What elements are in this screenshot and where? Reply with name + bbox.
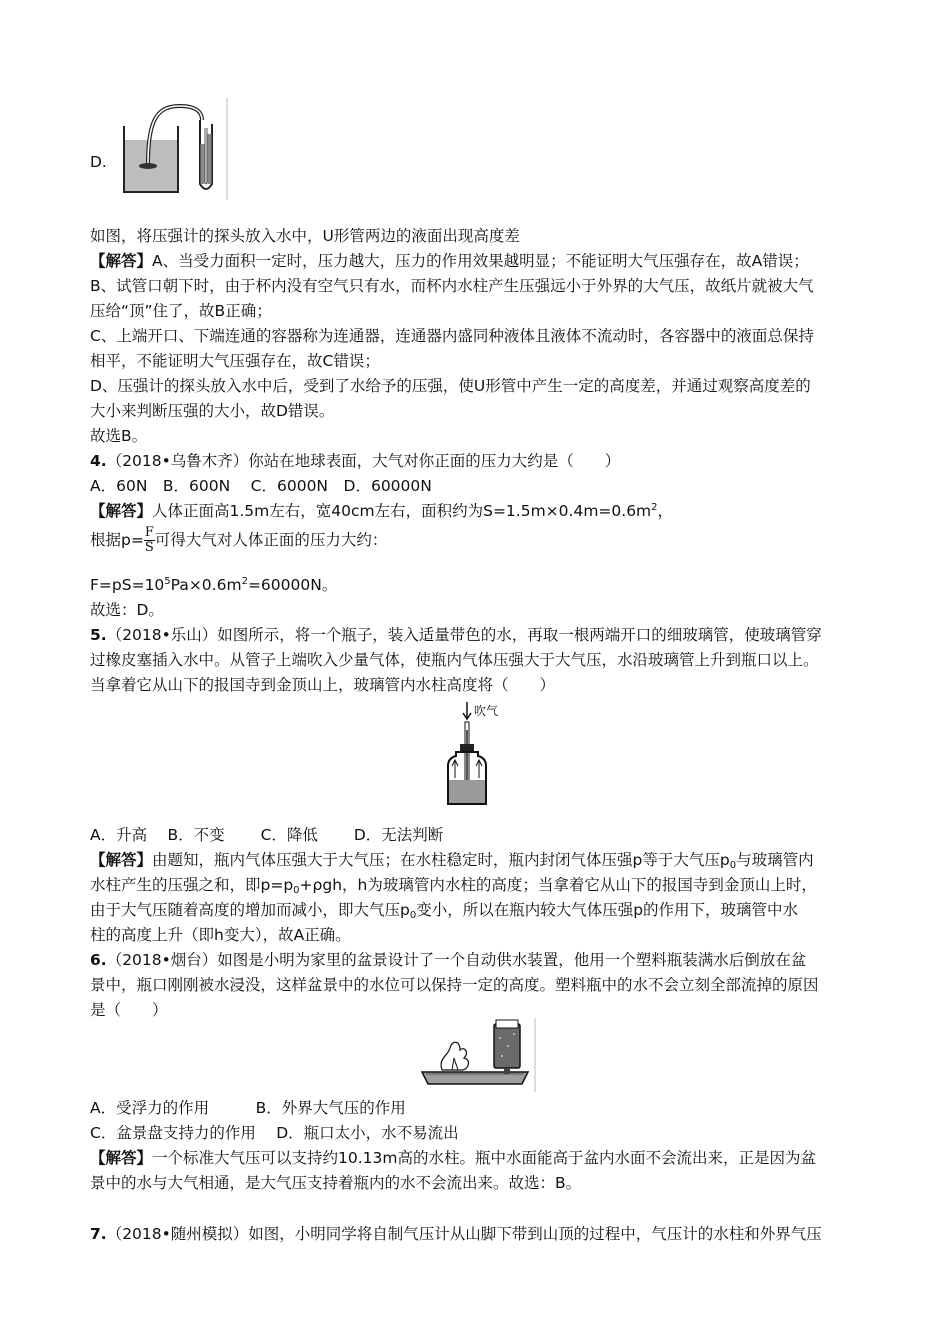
q5-answer-line: 由于大气压随着高度的增加而减小，即大气压$p_0$变小，所以在瓶内较大气体压强p的作用下，玻璃管中水 [90, 901, 799, 921]
q4-answer-line: 【解答】人体正面高1.5m左右，宽40cm左右，面积约为$S=1.5m\times 0.4m=0.6m^2$， [90, 502, 674, 520]
blow-air-label: 吹气 [474, 704, 499, 718]
q5-answer-line: 柱的高度上升（即h变大），故A正确。 [90, 926, 351, 944]
q7-stem: 7.（2018•随州模拟）如图，小明同学将自制气压计从山脚下带到山顶的过程中，气压计的水柱和外界气压 [90, 1225, 822, 1243]
option-d-label: D. [90, 153, 107, 171]
q6-stem: 6.（2018•烟台）如图是小明为家里的盆景设计了一个自动供水装置，他用一个塑料瓶装满水后倒放在盆 [90, 951, 807, 969]
question-number: 7. [90, 1225, 107, 1243]
question-number: 6. [90, 951, 107, 969]
q3-answer-line: C、上端开口、下端连通的容器称为连通器，连通器内盛同种液体且液体不流动时，各容器中的液面总保持 [90, 327, 814, 345]
q4-choice: 故选：D。 [90, 601, 164, 619]
pressure-gauge-figure [118, 98, 230, 200]
q4-stem: 4.（2018•乌鲁木齐）你站在地球表面，大气对你正面的压力大约是（ ） [90, 452, 621, 470]
q3-choice: 故选B。 [90, 427, 148, 445]
q3-answer-line: D、压强计的探头放入水中后，受到了水给予的压强，使U形管中产生一定的高度差，并通过观察高度差的 [90, 377, 811, 395]
q3-caption: 如图，将压强计的探头放入水中，U形管两边的液面出现高度差 [90, 227, 520, 245]
q4-answer-line: $F=pS=10^5Pa\times 0.6m^2=60000N$。 [90, 576, 338, 594]
q5-stem: 过橡皮塞插入水中。从管子上端吹入少量气体，使瓶内气体压强大于大气压，水沿玻璃管上升到瓶口以上。 [90, 651, 819, 669]
answer-tag: 【解答】 [90, 851, 153, 869]
q3-answer-line: 大小来判断压强的大小，故D错误。 [90, 402, 335, 420]
q3-answer-line: 压给“顶”住了，故B正确； [90, 302, 272, 320]
q3-answer-line: 【解答】A、当受力面积一定时，压力越大，压力的作用效果越明显；不能证明大气压强存在，故A错误； [90, 252, 809, 270]
q5-answer-line: 水柱产生的压强之和，即$p=p_0+\rho gh$，h为玻璃管内水柱的高度；当拿着它从山下的报国寺到金顶山上时， [90, 876, 817, 896]
q3-answer-line: B、试管口朝下时，由于杯内没有空气只有水，而杯内水柱产生压强远小于外界的大气压，故纸片就被大气 [90, 277, 814, 295]
q6-answer-line: 景中的水与大气相通，是大气压支持着瓶内的水不会流出来。故选：B。 [90, 1174, 582, 1192]
bonsai-water-supply-figure [418, 1018, 538, 1092]
bottle-tube-figure [438, 700, 518, 812]
q6-stem: 是（ ） [90, 1001, 168, 1019]
q6-stem: 景中，瓶口刚刚被水浸没，这样盆景中的水位可以保持一定的高度。塑料瓶中的水不会立刻全部流掉的原因 [90, 976, 819, 994]
q5-stem: 5.（2018•乐山）如图所示，将一个瓶子，装入适量带色的水，再取一根两端开口的细玻璃管，使玻璃管穿 [90, 626, 822, 644]
q5-answer-line: 【解答】由题知，瓶内气体压强大于大气压；在水柱稳定时，瓶内封闭气体压强p等于大气压$p_0$与玻璃管内 [90, 851, 814, 871]
q6-options: C．盆景盘支持力的作用 D．瓶口太小，水不易流出 [90, 1124, 459, 1142]
question-number: 4. [90, 452, 107, 470]
q3-answer-line: 相平，不能证明大气压强存在，故C错误； [90, 352, 380, 370]
q6-answer-line: 【解答】一个标准大气压可以支持约10.13m高的水柱。瓶中水面能高于盆内水面不会流出来，正是因为盆 [90, 1149, 816, 1167]
fraction-f-over-s: $\frac{F}{S}$ [144, 525, 154, 555]
q5-options: A．升高 B．不变 C．降低 D．无法判断 [90, 826, 444, 844]
answer-tag: 【解答】 [90, 502, 153, 520]
q6-options: A．受浮力的作用 B．外界大气压的作用 [90, 1099, 406, 1117]
q5-stem: 当拿着它从山下的报国寺到金顶山上，玻璃管内水柱高度将（ ） [90, 676, 556, 694]
question-number: 5. [90, 626, 107, 644]
q4-answer-line: 根据p= $\frac{F}{S}$ 可得大气对人体正面的压力大约： [90, 525, 388, 555]
answer-tag: 【解答】 [90, 1149, 153, 1167]
answer-tag: 【解答】 [90, 252, 153, 270]
q4-options: A．60N B．600N C．6000N D．60000N [90, 477, 432, 495]
